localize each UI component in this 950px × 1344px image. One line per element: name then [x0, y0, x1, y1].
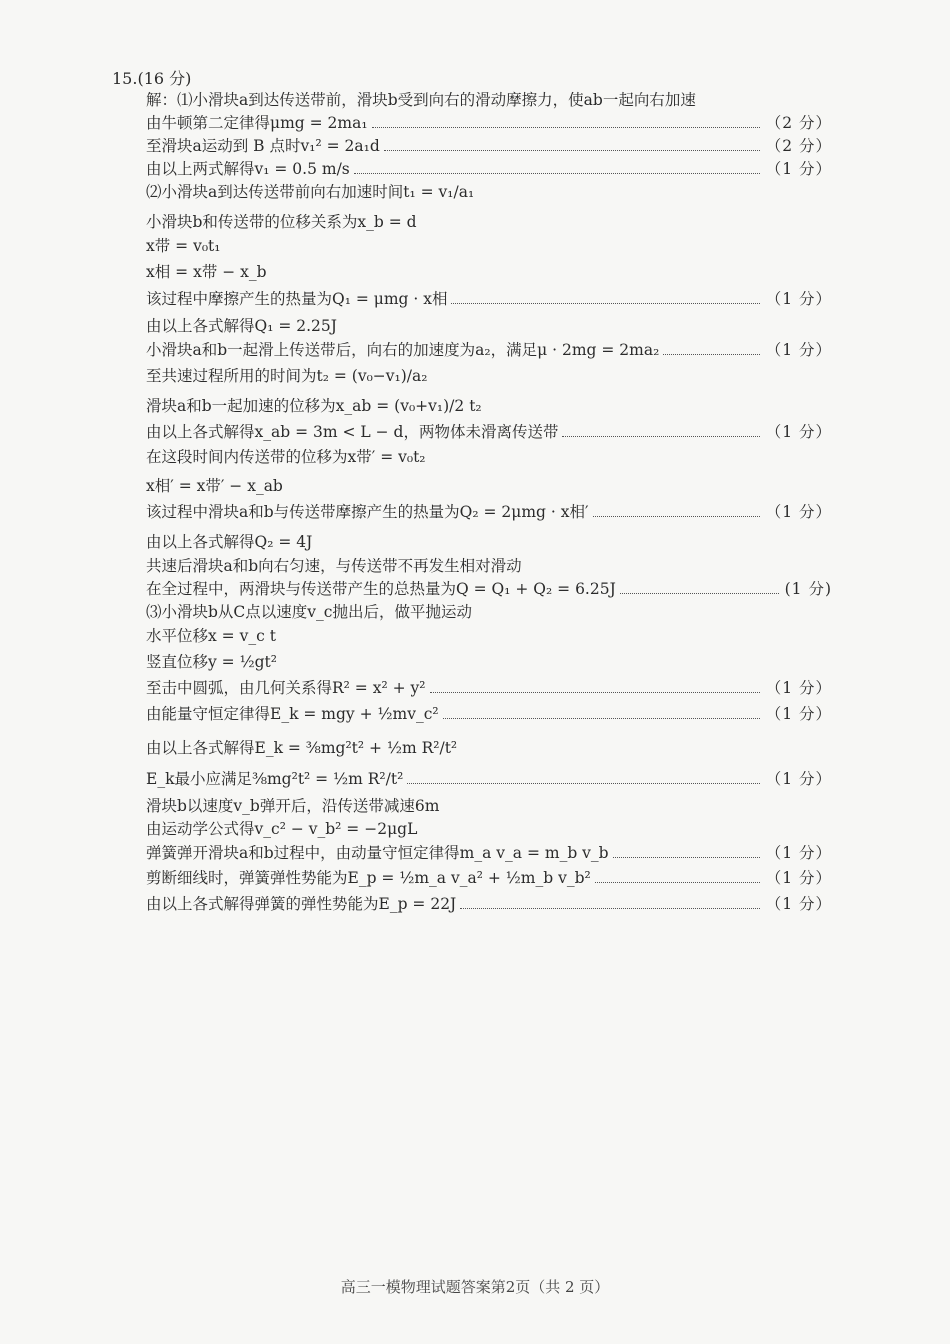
solution-line: 由以上两式解得v₁ = 0.5 m/s （1 分）: [146, 160, 832, 178]
score: （1 分）: [765, 869, 832, 887]
solution-line: 竖直位移y = ½gt²: [146, 653, 277, 671]
solution-line: 由以上各式解得Q₂ = 4J: [146, 533, 313, 551]
solution-line: 在全过程中，两滑块与传送带产生的总热量为Q = Q₁ + Q₂ = 6.25J (1 分): [146, 580, 832, 598]
solution-line: 该过程中滑块a和b与传送带摩擦产生的热量为Q₂ = 2μmg · x相′ （1 分）: [146, 503, 832, 521]
score: （1 分）: [765, 895, 832, 913]
score: （1 分）: [765, 160, 832, 178]
solution-line: x相′ = x带′ − x_ab: [146, 477, 283, 495]
solution-line: 该过程中摩擦产生的热量为Q₁ = μmg · x相 （1 分）: [146, 290, 832, 308]
solution-line: 滑块a和b一起加速的位移为x_ab = (v₀+v₁)/2 t₂: [146, 397, 482, 415]
solution-line: 共速后滑块a和b向右匀速，与传送带不再发生相对滑动: [146, 557, 522, 575]
score: （1 分）: [765, 770, 832, 788]
solution-line: E_k最小应满足⅜mg²t² = ½m R²/t² （1 分）: [146, 770, 832, 788]
solution-line: 至滑块a运动到 B 点时v₁² = 2a₁d （2 分）: [146, 137, 832, 155]
solution-line: 由以上各式解得x_ab = 3m < L − d，两物体未滑离传送带 （1 分）: [146, 423, 832, 441]
score: （1 分）: [765, 503, 832, 521]
solution-line: 至共速过程所用的时间为t₂ = (v₀−v₁)/a₂: [146, 367, 428, 385]
solution-line: 小滑块a和b一起滑上传送带后，向右的加速度为a₂，满足μ · 2mg = 2ma₂ （1 分）: [146, 341, 832, 359]
solution-line: ⑵小滑块a到达传送带前向右加速时间t₁ = v₁/a₁: [146, 183, 475, 201]
solution-line: ⑶小滑块b从C点以速度v_c抛出后，做平抛运动: [146, 603, 472, 621]
score: （1 分）: [765, 844, 832, 862]
solution-line: 由以上各式解得Q₁ = 2.25J: [146, 317, 337, 335]
solution-line: 水平位移x = v_c t: [146, 627, 276, 645]
solution-line: 剪断细线时，弹簧弹性势能为E_p = ½m_a v_a² + ½m_b v_b² （1 分）: [146, 869, 832, 887]
solution-line: 由运动学公式得v_c² − v_b² = −2μgL: [146, 820, 418, 838]
score: （1 分）: [765, 341, 832, 359]
solution-line: x带 = v₀t₁: [146, 237, 221, 255]
score: （1 分）: [765, 705, 832, 723]
score: （1 分）: [765, 290, 832, 308]
score: （2 分）: [765, 137, 832, 155]
solution-line: 由牛顿第二定律得μmg = 2ma₁ （2 分）: [146, 114, 832, 132]
solution-line: 在这段时间内传送带的位移为x带′ = v₀t₂: [146, 448, 426, 466]
solution-line: 由以上各式解得弹簧的弹性势能为E_p = 22J （1 分）: [146, 895, 832, 913]
solution-line: 弹簧弹开滑块a和b过程中，由动量守恒定律得m_a v_a = m_b v_b （1 分）: [146, 844, 832, 862]
score: （1 分）: [765, 423, 832, 441]
page-footer: 高三一模物理试题答案第2页（共 2 页）: [340, 1278, 610, 1296]
score: （2 分）: [765, 114, 832, 132]
solution-line: 小滑块b和传送带的位移关系为x_b = d: [146, 213, 417, 231]
solution-line: x相 = x带 − x_b: [146, 263, 267, 281]
solution-line: 由以上各式解得E_k = ⅜mg²t² + ½m R²/t²: [146, 739, 458, 757]
score: （1 分）: [765, 679, 832, 697]
solution-line: 至击中圆弧，由几何关系得R² = x² + y² （1 分）: [146, 679, 832, 697]
solution-line: 滑块b以速度v_b弹开后，沿传送带减速6m: [146, 797, 440, 815]
problem-number: 15.(16 分): [112, 69, 192, 88]
score: (1 分): [784, 580, 832, 598]
solution-line: 由能量守恒定律得E_k = mgy + ½mv_c² （1 分）: [146, 705, 832, 723]
solution-line: 解：⑴小滑块a到达传送带前，滑块b受到向右的滑动摩擦力，使ab一起向右加速: [146, 91, 696, 109]
